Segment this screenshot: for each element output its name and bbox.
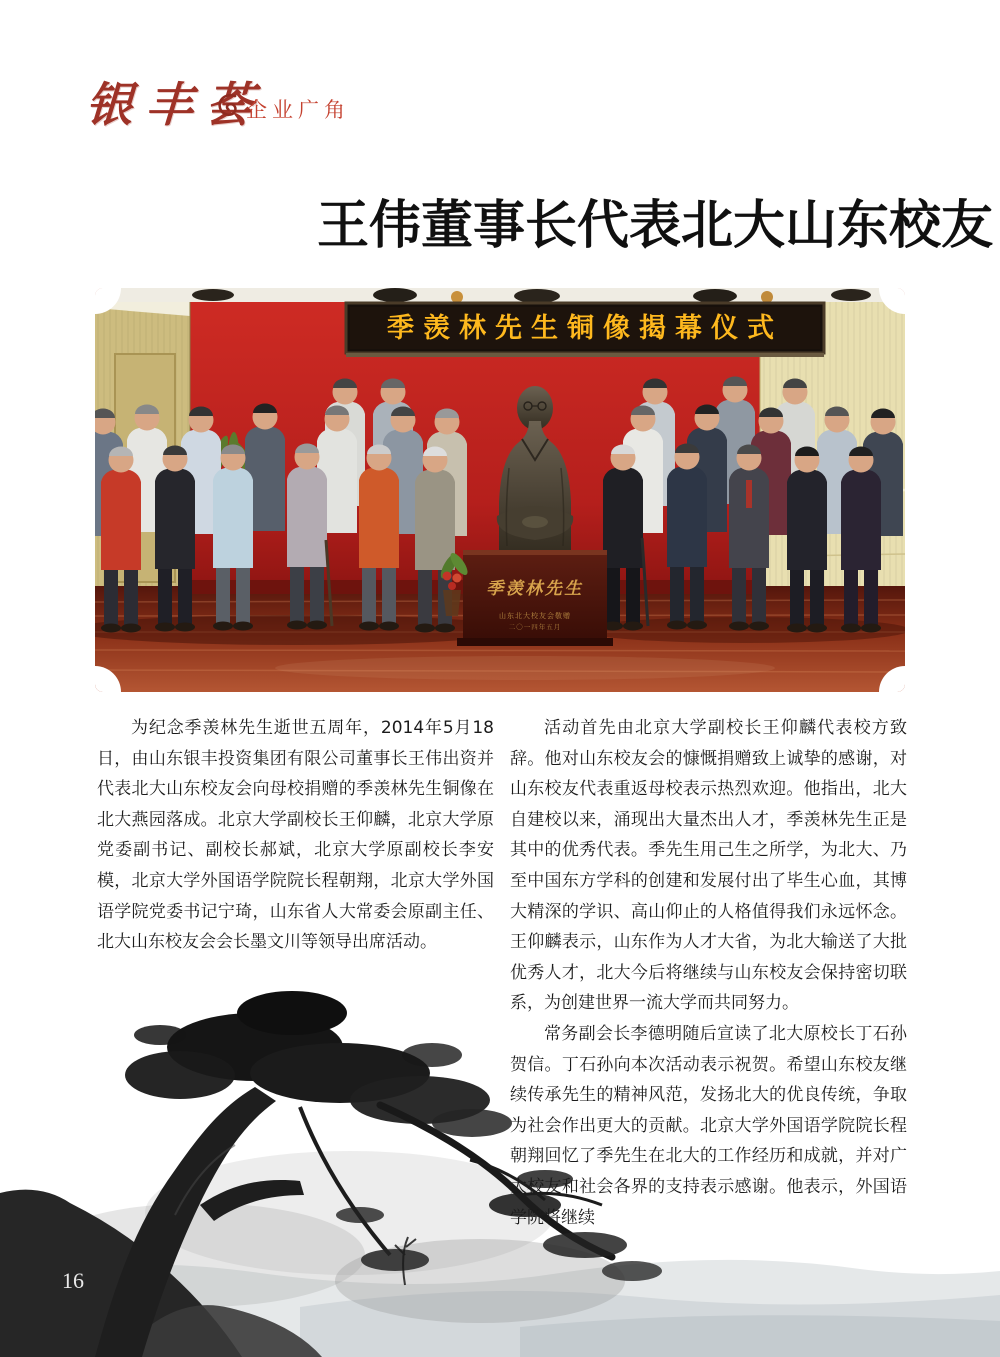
article-paragraph: 为纪念季羡林先生逝世五周年，2014年5月18日，由山东银丰投资集团有限公司董事长王伟出资并代表北大山东校友会向母校捐赠的季羡林先生铜像在北大燕园落成。北京大学副校长王仰麟，北京大学原党委副书记、副校长郝斌，北京大学原副校长李安模，北京大学外国语学院院长程朝翔，北京大学外国语学院党委书记宁琦，山东省人大常委会原副主任、北大山东校友会会长墨文川等领导出席活动。: [97, 718, 494, 953]
swirl-icon: [216, 92, 242, 118]
page-number: 16: [62, 1268, 84, 1293]
led-banner-text: 季羡林先生铜像揭幕仪式: [387, 313, 783, 344]
article: [97, 713, 907, 1233]
article-right-column: [510, 713, 907, 1233]
article-paragraph: 活动首先由北京大学副校长王仰麟代表校方致辞。他对山东校友会的慷慨捐赠致上诚挚的感谢，对山东校友代表重返母校表示热烈欢迎。他指出，北大自建校以来，涌现出大量杰出人才，季羡林先生正是其中的优秀代表。季先生用己生之所学，为北大、乃至中国东方学科的创建和发展付出了毕生心血，其博大精深的学识、高山仰止的人格值得我们永远怀念。王仰麟表示，山东作为人才大省，为北大输送了大批优秀人才，北大今后将继续与山东校友会保持密切联系，为创建世界一流大学而共同努力。: [510, 718, 907, 1014]
pedestal-inscription-1: 山东北大校友会敬赠: [499, 612, 571, 620]
ceremony-photo: [95, 288, 905, 692]
article-paragraph: 常务副会长李德明随后宣读了北大原校长丁石孙贺信。丁石孙向本次活动表示祝贺。希望山东校友继续传承先生的精神风范，发扬北大的优良传统，争取为社会作出更大的贡献。北京大学外国语学院院长程朝翔回忆了季先生在北大的工作经历和成就，并对广大校友和社会各界的支持表示感谢。他表示，外国语学院将继续: [510, 1023, 907, 1228]
photo-scene: [95, 288, 905, 692]
page-title: 王伟董事长代表北大山东校友: [317, 198, 994, 255]
ceiling: [95, 288, 905, 303]
led-banner: [346, 303, 824, 357]
pedestal-inscription-2: 二〇一四年五月: [508, 623, 562, 631]
statue-pedestal: [457, 550, 613, 646]
article-left-column: [97, 713, 494, 1233]
section-label: 企业广角: [246, 98, 350, 122]
brand-calligraphy: 银丰荟: [84, 78, 268, 133]
pedestal-title: 季羡林先生: [486, 579, 584, 599]
